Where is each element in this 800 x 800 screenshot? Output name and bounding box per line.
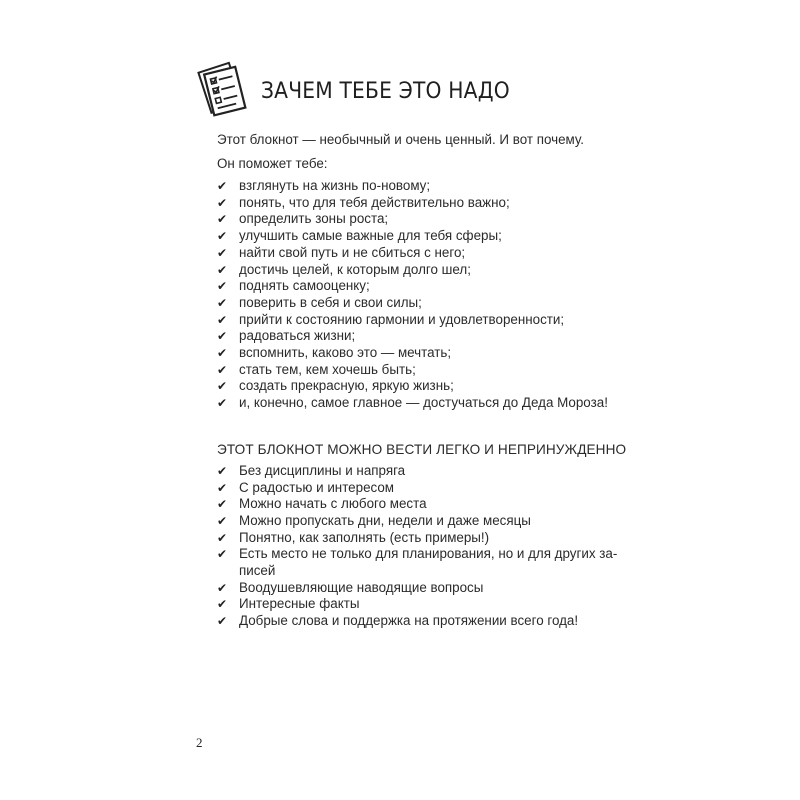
checkmark-icon: ✔ [217,195,228,210]
features-list [217,463,637,630]
checkmark-icon: ✔ [217,245,228,260]
list-item: ✔ поднять самооценку; [217,278,370,294]
list-item: ✔ Есть место не только для планирования, но и для других за-писей [217,546,618,579]
section-subtitle: ЭТОТ БЛОКНОТ МОЖНО ВЕСТИ ЛЕГКО И НЕПРИНУЖДЕННО [217,441,627,457]
list-item: ✔ радоваться жизни; [217,328,356,344]
list-item: ✔ Без дисциплины и напряга [217,462,406,478]
checkmark-icon: ✔ [217,212,228,227]
checkmark-icon: ✔ [217,513,228,528]
checkmark-icon: ✔ [217,329,228,344]
list-item: ✔ Добрые слова и поддержка на протяжении всего года! [217,613,579,629]
checkmark-icon: ✔ [217,530,228,545]
list-item: ✔ вспомнить, каково это — мечтать; [217,345,452,361]
checkmark-icon: ✔ [217,580,228,595]
list-item: ✔ Понятно, как заполнять (есть примеры!) [217,529,490,545]
checkmark-icon: ✔ [217,480,228,495]
checkmark-icon: ✔ [217,614,228,629]
list-item: ✔ Воодушевляющие наводящие вопросы [217,579,484,595]
list-item: ✔ достичь целей, к которым долго шел; [217,261,471,277]
list-item: ✔ Можно начать с любого места [217,496,427,512]
list-item: ✔ понять, что для тебя действительно важно; [217,194,510,210]
checkmark-icon: ✔ [217,597,228,612]
list-item: ✔ взглянуть на жизнь по-новому; [217,178,431,193]
checkmark-icon: ✔ [217,295,228,310]
list-item: ✔ и, конечно, самое главное — достучаться до Деда Мороза! [217,395,608,411]
checkmark-icon: ✔ [217,362,228,377]
checkmark-icon: ✔ [217,262,228,277]
benefits-list [217,178,637,412]
list-item: ✔ Можно пропускать дни, недели и даже месяцы [217,512,531,528]
lead-paragraph: Он поможет тебе: [217,156,328,171]
list-item: ✔ найти свой путь и не сбиться с него; [217,244,466,260]
main-content [217,130,637,630]
checkmark-icon: ✔ [217,312,228,327]
checkmark-icon: ✔ [217,229,228,244]
list-item: ✔ прийти к состоянию гармонии и удовлетворенности; [217,311,565,327]
list-item: ✔ создать прекрасную, яркую жизнь; [217,378,454,394]
section-header [193,56,531,120]
page-number: 2 [196,735,203,750]
checklist-notebook-icon [193,56,253,120]
list-item: ✔ Интересные факты [217,596,360,612]
checkmark-icon: ✔ [217,346,228,361]
checkmark-icon: ✔ [217,279,228,294]
intro-paragraph: Этот блокнот — необычный и очень ценный. И вот почему. [217,132,584,147]
list-item: ✔ стать тем, кем хочешь быть; [217,361,416,377]
list-item: ✔ улучшить самые важные для тебя сферы; [217,228,502,244]
list-item: ✔ С радостью и интересом [217,479,395,495]
list-item: ✔ поверить в себя и свои силы; [217,294,422,310]
page-title: ЗАЧЕМ ТЕБЕ ЭТО НАДО [261,78,510,104]
checkmark-icon: ✔ [217,497,228,512]
checkmark-icon: ✔ [217,179,228,193]
checkmark-icon: ✔ [217,547,228,562]
list-item: ✔ определить зоны роста; [217,211,389,227]
checkmark-icon: ✔ [217,463,228,478]
checkmark-icon: ✔ [217,379,228,394]
checkmark-icon: ✔ [217,396,228,411]
